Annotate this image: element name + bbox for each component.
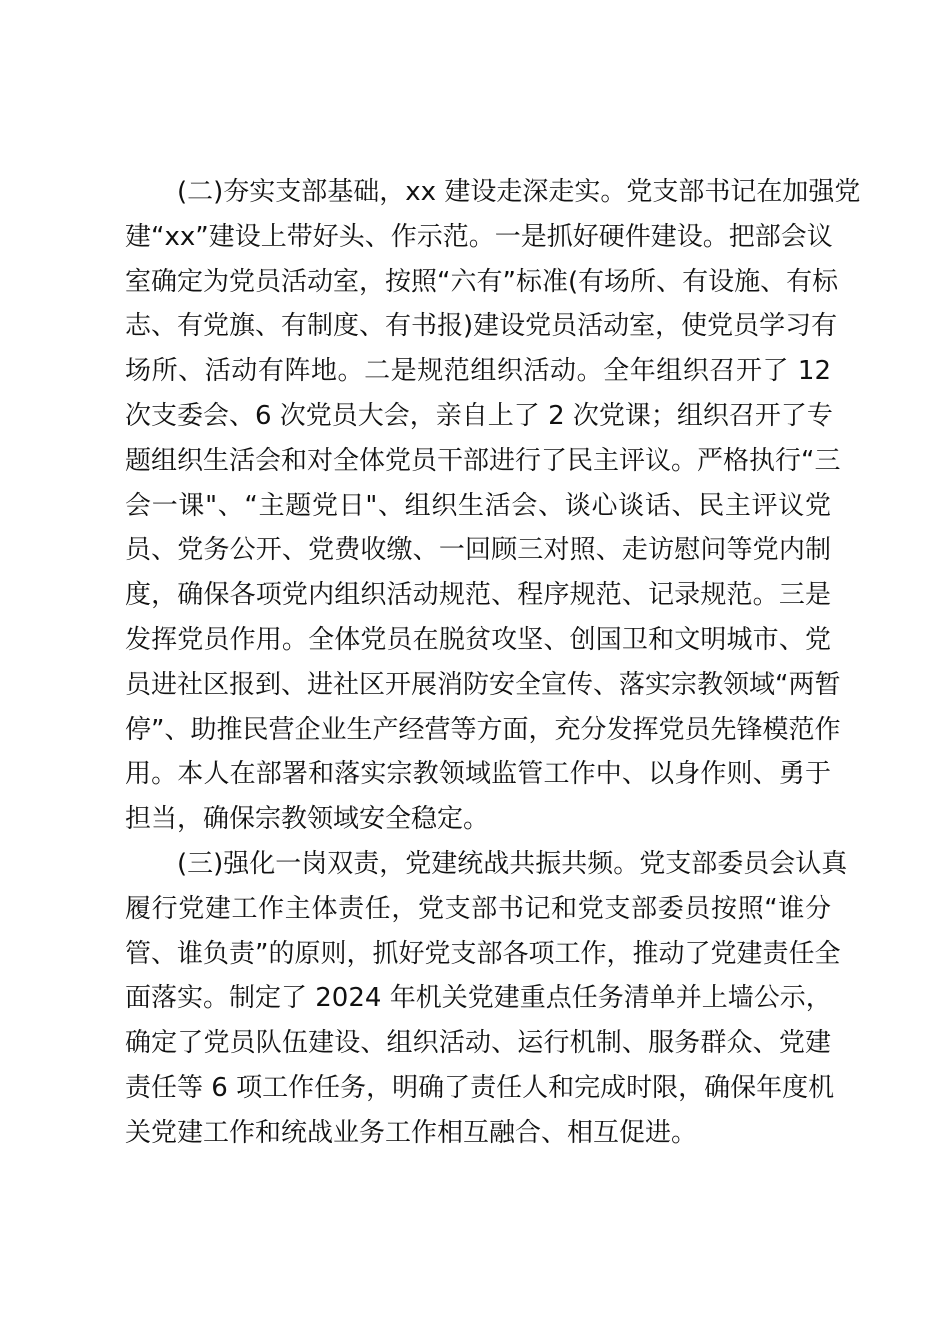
text-line: (三)强化一岗双责，党建统战共振共频。党支部委员会认真 [177, 848, 848, 879]
text-line: (二)夯实支部基础，xx 建设走深走实。党支部书记在加强党 [177, 177, 861, 207]
text-line: 用。本人在部署和落实宗教领域监管工作中、以身作则、勇于 [125, 759, 831, 790]
text-line: 建“xx”建设上带好头、作示范。一是抓好硬件建设。把部会议 [125, 221, 833, 252]
text-line: 度，确保各项党内组织活动规范、程序规范、记录规范。三是 [125, 580, 831, 611]
text-line: 发挥党员作用。全体党员在脱贫攻坚、创国卫和文明城市、党 [125, 624, 831, 655]
text-line: 担当，确保宗教领域安全稳定。 [125, 804, 490, 835]
text-line: 室确定为党员活动室，按照“六有”标准(有场所、有设施、有标 [125, 266, 839, 297]
paragraph-2 [125, 170, 861, 842]
text-line: 责任等 6 项工作任务，明确了责任人和完成时限，确保年度机 [125, 1072, 835, 1103]
text-line: 管、谁负责”的原则，抓好党支部各项工作，推动了党建责任全 [125, 938, 841, 969]
text-line: 次支委会、6 次党员大会，亲自上了 2 次党课；组织召开了专 [125, 400, 833, 431]
text-line: 确定了党员队伍建设、组织活动、运行机制、服务群众、党建 [125, 1028, 831, 1059]
text-line: 员、党务公开、党费收缴、一回顾三对照、走访慰问等党内制 [125, 535, 831, 566]
text-line: 会一课"、“主题党日"、组织生活会、谈心谈话、民主评议党 [125, 490, 831, 521]
text-line: 题组织生活会和对全体党员干部进行了民主评议。严格执行“三 [125, 445, 841, 476]
text-line: 关党建工作和统战业务工作相互融合、相互促进。 [125, 1117, 698, 1148]
text-line: 面落实。制定了 2024 年机关党建重点任务清单并上墙公示， [125, 983, 832, 1014]
text-line: 志、有党旗、有制度、有书报)建设党员活动室，使党员学习有 [125, 311, 838, 342]
text-line: 员进社区报到、进社区开展消防安全宣传、落实宗教领域“两暂 [125, 669, 841, 700]
document-body [125, 170, 861, 1156]
text-line: 停”、助推民营企业生产经营等方面，充分发挥党员先锋模范作 [125, 714, 841, 745]
paragraph-3 [125, 842, 848, 1156]
text-line: 场所、活动有阵地。二是规范组织活动。全年组织召开了 12 [125, 356, 831, 387]
text-line: 履行党建工作主体责任，党支部书记和党支部委员按照“谁分 [125, 893, 831, 924]
